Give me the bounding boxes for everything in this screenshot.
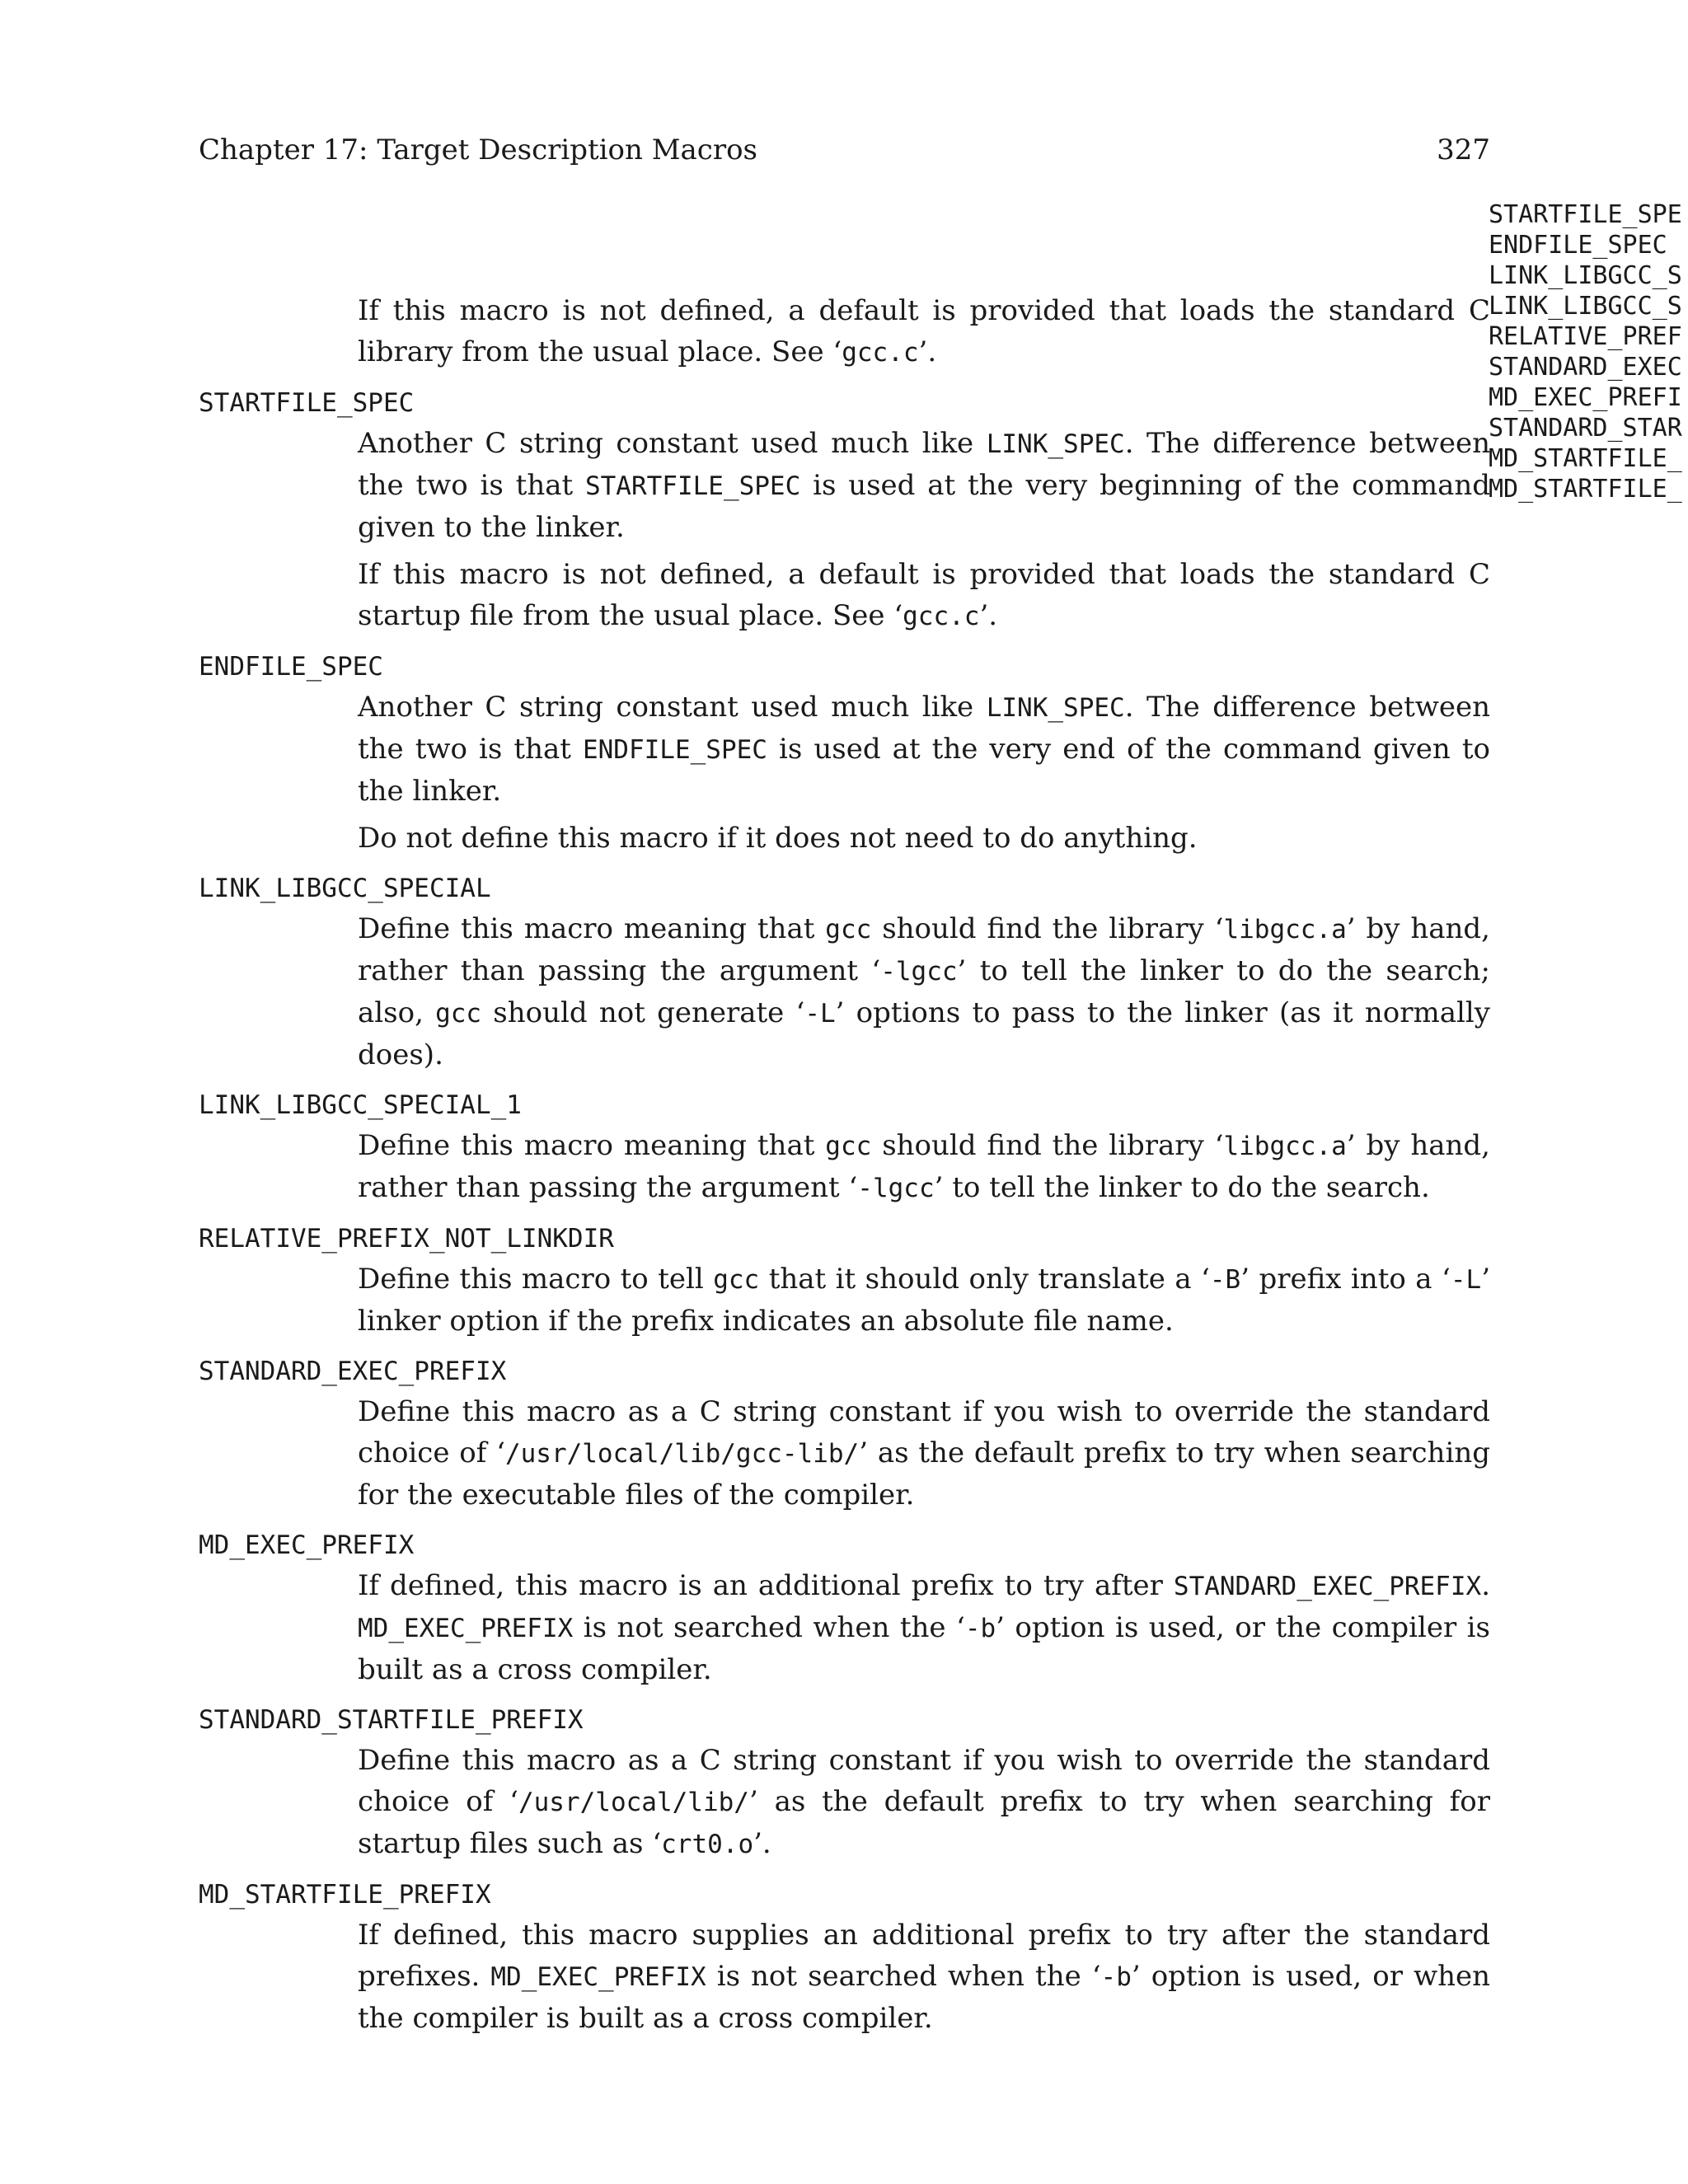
paragraph: Another C string constant used much like LINK_SPEC. The difference between the two is that ENDFILE_SPEC is used at the very end of the command given to the linker.	[358, 691, 1490, 808]
chapter-title: Chapter 17: Target Description Macros	[199, 134, 758, 166]
paragraph: Define this macro to tell gcc that it should only translate a ‘-B’ prefix into a ‘-L’ linker option if the prefix indicates an absolute file name.	[358, 1263, 1490, 1338]
margin-index-item: MD_STARTFILE_	[1489, 475, 1682, 504]
macro-term: MD_EXEC_PREFIX	[199, 1530, 415, 1560]
margin-index-item: STARTFILE_SPE	[1489, 200, 1682, 229]
macro-term: STARTFILE_SPEC	[199, 388, 415, 418]
margin-index-item: MD_STARTFILE_	[1489, 444, 1682, 473]
entry-standard-exec-prefix	[199, 1352, 1490, 1516]
paragraph: Define this macro meaning that gcc should find the library ‘libgcc.a’ by hand, rather than passing the argument ‘-lgcc’ to tell the linker to do the search.	[358, 1129, 1490, 1204]
margin-index-item: ENDFILE_SPEC	[1489, 231, 1667, 260]
paragraph: If defined, this macro is an additional prefix to try after STANDARD_EXEC_PREFIX. MD_EXEC_PREFIX is not searched when the ‘-b’ option is used, or the compiler is built as a cross compiler.	[358, 1569, 1491, 1686]
paragraph: Another C string constant used much like LINK_SPEC. The difference between the two is that STARTFILE_SPEC is used at the very beginning of the command given to the linker.	[358, 427, 1490, 544]
paragraph: If defined, this macro supplies an additional prefix to try after the standard prefixes. MD_EXEC_PREFIX is not searched when the ‘-b’ option is used, or when the compiler is built as a cross compiler.	[358, 1919, 1490, 2035]
entry-startfile-spec	[199, 383, 1490, 637]
macro-description	[199, 1391, 1490, 1516]
entry-link-libgcc-special-1	[199, 1085, 1490, 1209]
macro-description	[199, 1125, 1490, 1209]
page-body	[199, 290, 1490, 2039]
paragraph: Define this macro meaning that gcc should find the library ‘libgcc.a’ by hand, rather than passing the argument ‘-lgcc’ to tell the linker to do the search; also, gcc should not generate ‘-L’ options to pass to the linker (as it normally does).	[358, 912, 1490, 1071]
macro-term: LINK_LIBGCC_SPECIAL_1	[199, 1090, 522, 1120]
macro-term: STANDARD_EXEC_PREFIX	[199, 1357, 507, 1386]
paragraph: Define this macro as a C string constant if you wish to override the standard choice of ‘/usr/local/lib/’ as the default prefix to try when searching for startup files such as ‘crt0.o’.	[358, 1744, 1490, 1860]
paragraph: If this macro is not defined, a default is provided that loads the standard C library from the usual place. See ‘gcc.c’.	[358, 294, 1490, 368]
margin-index-item: STANDARD_STAR	[1489, 414, 1682, 443]
macro-term: STANDARD_STARTFILE_PREFIX	[199, 1705, 584, 1735]
macro-term: ENDFILE_SPEC	[199, 652, 383, 682]
margin-index	[1489, 199, 1688, 504]
paragraph: Define this macro as a C string constant if you wish to override the standard choice of ‘/usr/local/lib/gcc-lib/’ as the default prefix to try when searching for the executable files of the compiler.	[358, 1395, 1490, 1511]
macro-description	[199, 1565, 1490, 1690]
macro-description	[199, 423, 1490, 637]
macro-description	[199, 687, 1490, 859]
margin-index-item: LINK_LIBGCC_S	[1489, 261, 1682, 290]
entry-endfile-spec	[199, 647, 1490, 859]
macro-description	[199, 1258, 1490, 1342]
entry-link-libgcc-special	[199, 869, 1490, 1076]
entry-relative-prefix-not-linkdir	[199, 1219, 1490, 1342]
macro-description	[199, 1740, 1490, 1865]
entry-standard-startfile-prefix	[199, 1700, 1490, 1865]
intro-description	[199, 290, 1490, 373]
macro-term: MD_STARTFILE_PREFIX	[199, 1880, 491, 1910]
margin-index-item: LINK_LIBGCC_S	[1489, 292, 1682, 321]
entry-md-startfile-prefix	[199, 1875, 1490, 2039]
macro-description	[199, 1915, 1490, 2039]
macro-term: RELATIVE_PREFIX_NOT_LINKDIR	[199, 1224, 614, 1254]
macro-term: LINK_LIBGCC_SPECIAL	[199, 874, 491, 903]
margin-index-item: MD_EXEC_PREFI	[1489, 383, 1682, 412]
macro-description	[199, 908, 1490, 1076]
page-number: 327	[1437, 134, 1490, 166]
paragraph: Do not define this macro if it does not need to do anything.	[358, 822, 1198, 855]
margin-index-item: STANDARD_EXEC	[1489, 353, 1682, 382]
margin-index-item: RELATIVE_PREF	[1489, 322, 1682, 351]
paragraph: If this macro is not defined, a default is provided that loads the standard C startup file from the usual place. See ‘gcc.c’.	[358, 558, 1490, 632]
entry-md-exec-prefix	[199, 1526, 1490, 1690]
